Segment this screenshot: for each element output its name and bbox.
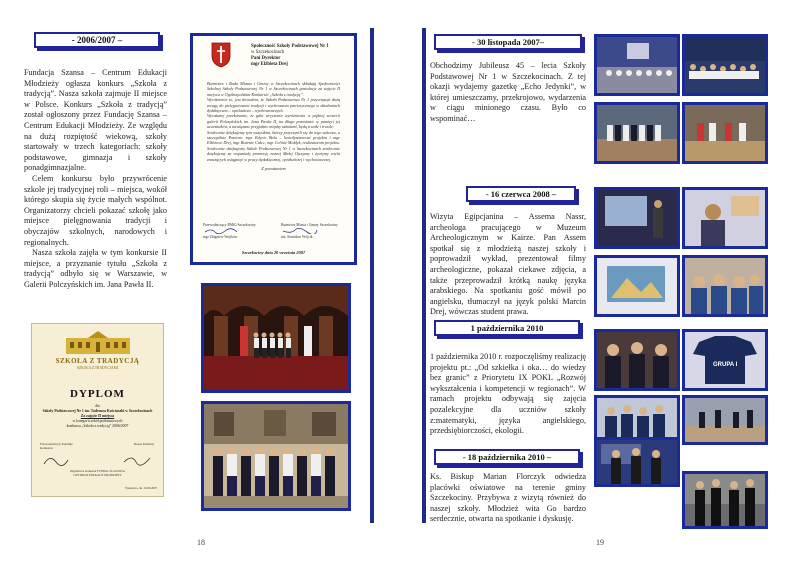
signature-block-left (203, 223, 273, 240)
school-hall-photo (685, 398, 765, 442)
section-header-2006 (34, 32, 160, 48)
tshirt-label: GRUPA I (713, 362, 738, 368)
paragraph: Ks. Biskup Marian Florczyk odwiedza placówki oświatowe na terenie gminy Szczekociny. Przybywa z wizytą również do naszej szkoły. Młodzież wita Go bardzo serdecznie, otwarta na spotkanie i dyskusję. (430, 472, 586, 524)
photo-egypt-screen (594, 255, 680, 317)
letter-addressee (251, 44, 351, 68)
signature-name: mgr Zbigniew Wojtków (203, 235, 238, 240)
paragraph: Wizyta Egipcjanina – Assema Nassr, archeologa pracującego w Muzeum Archeologicznym w Kairze. Pan Assem spotkał się z młodzieżą naszej szkoły i poprowadził wykład, prezentował filmy archeologiczne, pokazał ciekawe zdjęcia, a także przeprowadził krótką naukę języka arabskiego. Na spotkaniu gość mówił po angielsku, tłumaczył na język polski Marcin Drej, wówczas student prawa. (430, 212, 586, 317)
addressee-line: Społeczność Szkoły Podstawowej Nr 1 (251, 44, 329, 49)
section-header-2010-oct1 (434, 320, 580, 336)
letter-body (207, 81, 340, 172)
addressee-line: mgr Elżbieta Drej (251, 62, 288, 67)
article-jubilee (430, 61, 586, 125)
left-article (24, 68, 167, 290)
diploma-image (31, 323, 164, 497)
audience-photo (685, 37, 765, 93)
photo-egypt-guest (682, 187, 768, 249)
addressee-line: Pani Dyrektor (251, 56, 281, 61)
signature-scribble (281, 228, 321, 234)
diploma-title: DYPLOM (70, 388, 125, 400)
letter-greeting: Z poważaniem (261, 166, 286, 172)
photo-project-hall (682, 395, 768, 445)
group-photo-image (204, 404, 348, 508)
diploma-text (40, 404, 155, 429)
diploma-line: Szkoły Podstawowej Nr 1 im. Tadeusza Kościuszki w Szczekocinach (42, 409, 153, 413)
photo-jubilee-dance (594, 102, 680, 164)
header-text: - 30 listopada 2007– (471, 37, 545, 47)
diploma-organizer: Organizator konkursu FUNDACJA SZANSA CENTRUM EDUKACJI MŁODZIEŻY (70, 469, 125, 477)
signature-title: Przewodniczący RMiG Szczekociny (203, 223, 256, 227)
bishop-meeting-photo (685, 474, 765, 526)
guest-photo (685, 190, 765, 246)
photo-jubilee-audience (682, 34, 768, 96)
diploma-line: dla (95, 404, 100, 408)
letter-paragraph: Burmistrz i Rada Miasta i Gminy w Szczekocinach składają Społeczności Szkolnej Szkoły Podstawowej Nr 1 w Szczekocinach gratulacje za zajęcie II miejsca w Ogólnopolskim Konkursie „Szkoła z tradycją”. (207, 81, 340, 97)
signature-block-right (281, 223, 351, 240)
photo-bishop-visit (594, 437, 680, 487)
addressee-line: w Szczekocinach (251, 50, 285, 55)
team-photo (597, 398, 677, 442)
project-students-photo (597, 332, 677, 388)
coat-of-arms-icon (211, 42, 231, 68)
signature-name: inż. Stanisław Wójcik (281, 235, 313, 240)
page-frame-bar (422, 28, 426, 523)
ceremony-stage-image (204, 286, 348, 390)
photo-project-shirt (682, 329, 768, 391)
paragraph: Obchodzimy Jubileusz 45 – lecia Szkoły Podstawowej Nr 1 w Szczekocinach. Z tej okazji wydajemy gazetkę „Echo Jedynki”, w której umieszczamy, przekrojowo, wydarzenia w ciągu minionego czasu. Było co wspominać… (430, 61, 586, 123)
header-text: - 2006/2007 – (71, 35, 123, 45)
diploma-banner-sub: SZKOŁA Z TRADYCJAMI (76, 366, 119, 370)
paragraph: Fundacja Szansa – Centrum Edukacji Młodzieży ogłasza konkurs „Szkoła z tradycją”. Nasza szkoła zajmuje II miejsce w Polsce. Konkurs „Szkoła z tradycją” został ogłoszony przez Fundację Szansa – Centrum Edukacji Młodzieży. Ze względu na dużą rozpiętość wiekową, szkoły startowały w trzech kategoriach: szkoły podstawowe, gimnazja i szkoły ponadgimnazjalne. (24, 68, 167, 173)
tshirt-photo (685, 332, 765, 388)
diploma-banner: SZKOŁA Z TRADYCJĄ (55, 357, 140, 365)
photo-egypt-students (682, 255, 768, 317)
school-building-icon (62, 330, 134, 356)
letter-paragraph: Serdecznie dziękujemy tym wszystkim, którzy przyczynili się do tego sukcesu, a szczególnie Paniom: mgr Edycie Bala – koordynatorowi projektu i mgr Elżbiecie Drej, mgr Bożenie Całce, mgr Celinie Mołdyk, realizatorom projektu. (207, 129, 340, 146)
diploma-signer-left: Przewodniczący Kapituły Konkursu (40, 442, 73, 450)
diploma-signatures (40, 452, 156, 468)
paragraph: Nasza szkoła zajęła w tym konkursie II miejsce, a przyznanie tytułu „Szkoła z tradycją” odbyło się w Warszawie, w Galerii Polczyńskich im. Jana Pawła II. (24, 248, 167, 289)
photo-egypt-lecture (594, 187, 680, 249)
students-photo (685, 258, 765, 314)
header-text: - 16 czerwca 2008 – (485, 189, 557, 199)
signature-scribble (203, 228, 243, 234)
photo-project-students (594, 329, 680, 391)
paragraph: Celem konkursu było przywrócenie szkole jej tradycyjnej roli – miejsca, wokół którego skupia się życie małych wspólnot. Organizatorzy chcieli pokazać szkołę jako miejsce pielęgnowania tradycji i obyczajów szkolnych, narodowych i regionalnych. (24, 173, 167, 247)
page-frame-bar (370, 28, 374, 523)
article-bishop (430, 472, 586, 525)
photo-group-gallery (201, 401, 351, 511)
section-header-2010-oct18 (434, 449, 580, 465)
hall-photo (597, 37, 677, 93)
letter-paragraph: Wyróżnienie to, jest dowodem, że Szkoła Podstawowa Nr 1 przywiązuje dużą uwagę do pielęgnowania tradycji i wychowania patriotycznego w działaniach dydaktyczno – opiekuńczo – wychowawczych. (207, 97, 340, 114)
bishop-visit-photo (597, 440, 677, 484)
right-page (400, 0, 800, 566)
letter-paragraph: Serdecznie dziękujemy Szkole Podstawowej Nr 1 w Szczekocinach serdecznie dziękujemy za wspaniałą promocję naszej Małej Ojczyzny i życzymy wielu znaczących osiągnięć w pracy dydaktycznej, opiekuńczej i wychowawczej. (207, 145, 340, 162)
diploma-line: konkursu „Szkoła z tradycją” 2006/2007 (66, 424, 129, 428)
letter-date: Szczekociny dnia 20 września 2007 (241, 250, 306, 255)
dance-photo (597, 105, 677, 161)
photo-jubilee-hall (594, 34, 680, 96)
page-number: 19 (596, 538, 604, 547)
paragraph: 1 października 2010 r. rozpoczęliśmy realizację projektu pt.: „Od szkiełka i oka… do wiedzy bez granic” z Priorytetu IX POKL „Rozwój wykształcenia i kompetencji w regionach”. W ramach projektu odbywają się zajęcia pozalekcyjne dla uczniów szkoły z:matematyki, języka angielskiego, przedsiębiorczości, ekologii. (430, 352, 586, 436)
diploma-date: Warszawa, dn. 19.09.2007 (125, 486, 157, 490)
screen-photo (597, 258, 677, 314)
performance-photo (685, 105, 765, 161)
diploma-line: w kategorii szkół podstawowych (72, 419, 123, 423)
photo-jubilee-performance (682, 102, 768, 164)
photo-bishop-meeting (682, 471, 768, 529)
congratulation-letter (190, 33, 357, 265)
article-project (430, 352, 586, 437)
page-number: 18 (197, 538, 205, 547)
header-text: 1 października 2010 (470, 323, 544, 333)
diploma-line: Za zajęcie II miejsca (80, 414, 115, 418)
header-text: - 18 października 2010 – (462, 452, 552, 462)
article-egypt (430, 212, 586, 318)
lecture-photo (597, 190, 677, 246)
signature-title: Burmistrz Miasta i Gminy Szczekociny (281, 223, 338, 227)
section-header-2007 (434, 34, 582, 50)
photo-ceremony-stage (201, 283, 351, 393)
section-header-2008 (466, 186, 576, 202)
diploma-signer-right: Prezes Fundacji (133, 442, 154, 446)
letter-paragraph: Wyrażamy przekonanie, że gala wręczenia wyróżnienia w pięknej scenerii galerii Polczyńskich im. Jana Pawła II, na długo pozostanie w pamięci jej uczestników, a nawiązane przyjaźnie między szkołami, będą trwałe i trwale. (207, 113, 340, 130)
